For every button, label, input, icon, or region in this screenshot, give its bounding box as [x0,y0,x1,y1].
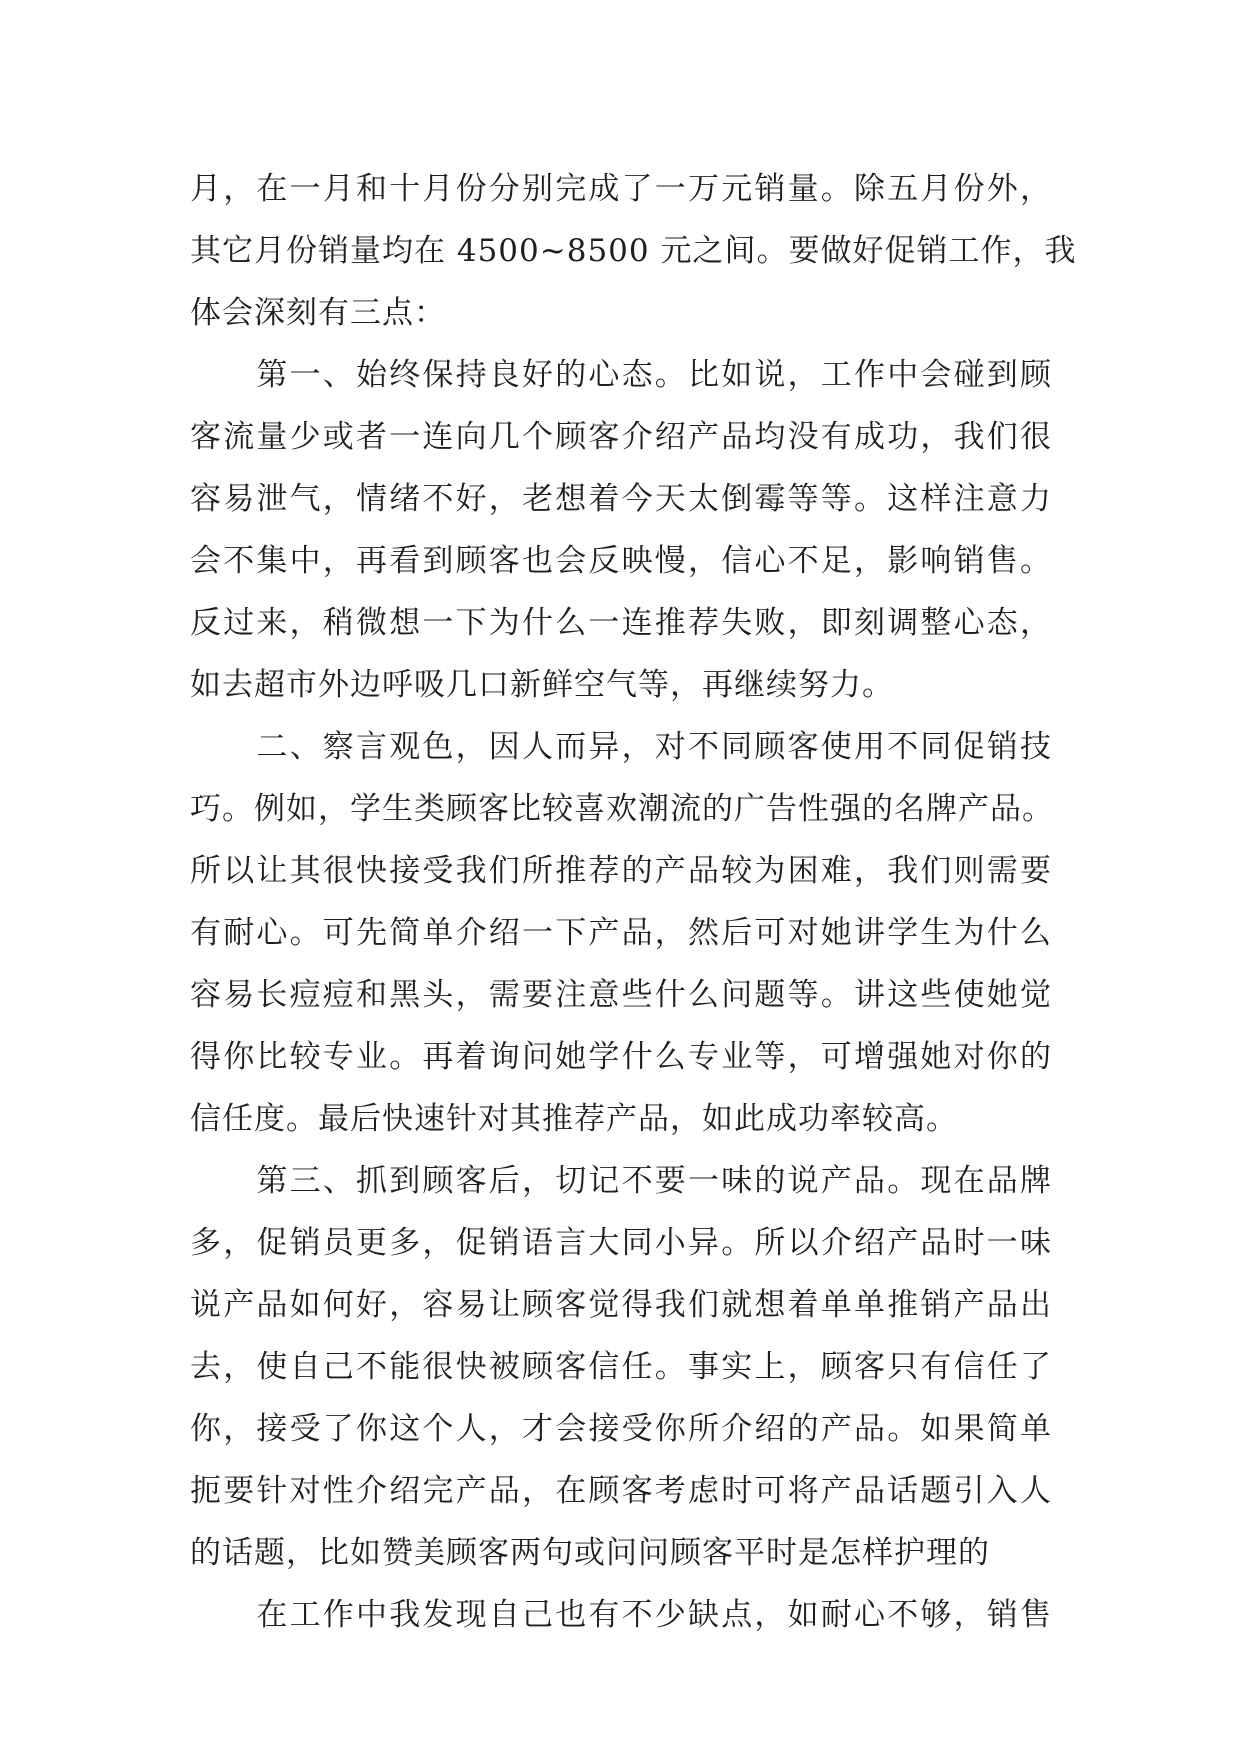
text-line: 有耐心。可先简单介绍一下产品，然后可对她讲学生为什么 [190,915,1052,951]
text-line: 第一、始终保持良好的心态。比如说，工作中会碰到顾 [190,357,1052,393]
text-line: 容易泄气，情绪不好，老想着今天太倒霉等等。这样注意力 [190,481,1052,517]
text-line: 其它月份销量均在 4500~8500 元之间。要做好促销工作，我 [190,233,1077,269]
text-line: 得你比较专业。再着询问她学什么专业等，可增强她对你的 [190,1039,1052,1075]
text-line: 如去超市外边呼吸几口新鲜空气等，再继续努力。 [190,667,894,703]
text-line: 反过来，稍微想一下为什么一连推荐失败，即刻调整心态， [190,605,1052,641]
text-line: 会不集中，再看到顾客也会反映慢，信心不足，影响销售。 [190,543,1052,579]
text-line: 二、察言观色，因人而异，对不同顾客使用不同促销技 [190,729,1052,765]
text-line: 说产品如何好，容易让顾客觉得我们就想着单单推销产品出 [190,1287,1052,1323]
text-line: 在工作中我发现自己也有不少缺点，如耐心不够，销售 [190,1597,1052,1633]
body-text [190,158,1077,1646]
text-line: 客流量少或者一连向几个顾客介绍产品均没有成功，我们很 [190,419,1052,455]
text-line: 信任度。最后快速针对其推荐产品，如此成功率较高。 [190,1101,958,1137]
text-line: 扼要针对性介绍完产品，在顾客考虑时可将产品话题引入人 [190,1473,1052,1509]
text-line: 体会深刻有三点： [190,295,446,331]
text-line: 容易长痘痘和黑头，需要注意些什么问题等。讲这些使她觉 [190,977,1052,1013]
text-line: 第三、抓到顾客后，切记不要一味的说产品。现在品牌 [190,1163,1052,1199]
text-line: 所以让其很快接受我们所推荐的产品较为困难，我们则需要 [190,853,1052,889]
text-line: 月，在一月和十月份分别完成了一万元销量。除五月份外， [190,171,1052,207]
text-line: 去，使自己不能很快被顾客信任。事实上，顾客只有信任了 [190,1349,1052,1385]
text-line: 的话题，比如赞美顾客两句或问问顾客平时是怎样护理的 [190,1535,990,1571]
text-line: 你，接受了你这个人，才会接受你所介绍的产品。如果简单 [190,1411,1052,1447]
text-line: 多，促销员更多，促销语言大同小异。所以介绍产品时一味 [190,1225,1052,1261]
text-line: 巧。例如，学生类顾客比较喜欢潮流的广告性强的名牌产品。 [190,791,1054,827]
